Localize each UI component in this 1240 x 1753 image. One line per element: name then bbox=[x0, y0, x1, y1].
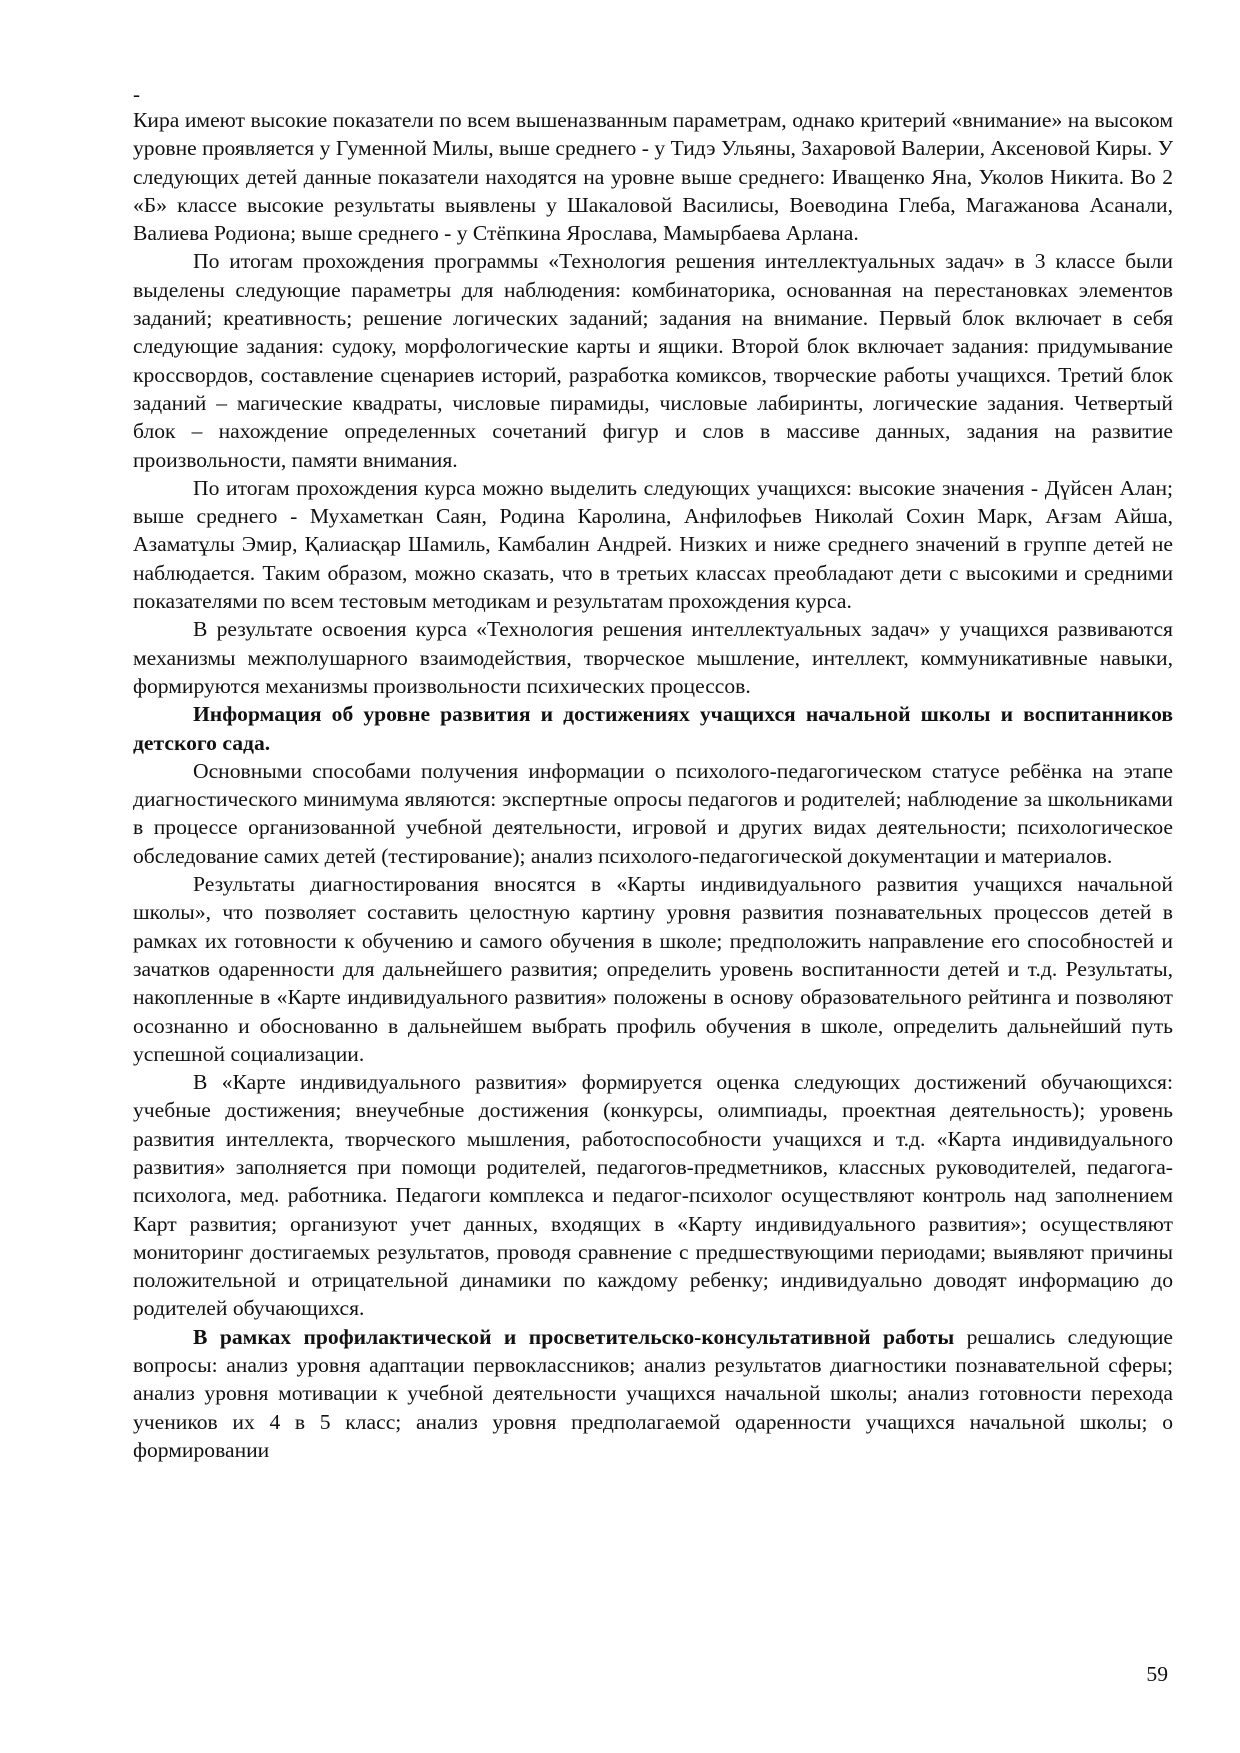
paragraph-4: В результате освоения курса «Технология решения интеллектуальных задач» у учащихся развиваются механизмы межполушарного взаимодействия, творческое мышление, интеллект, коммуникативные навыки, формируются механизмы произвольности психических процессов. bbox=[133, 617, 1173, 698]
paragraph-8 bbox=[133, 1323, 1173, 1464]
document-body bbox=[133, 82, 1173, 1464]
section-heading: Информация об уровне развития и достижениях учащихся начальной школы и воспитанников детского сада. bbox=[133, 702, 1173, 755]
paragraph-1: Кира имеют высокие показатели по всем вышеназванным параметрам, однако критерий «внимание» на высоком уровне проявляется у Гуменной Милы, выше среднего - у Тидэ Ульяны, Захаровой Валерии, Аксеновой Киры. У следующих детей данные показатели находятся на уровне выше среднего: Иващенко Яна, Уколов Никита. Во 2 «Б» классе высокие результаты выявлены у Шакаловой Василисы, Воеводина Глеба, Магажанова Асанали, Валиева Родиона; выше среднего - у Стёпкина Ярослава, Мамырбаева Арлана. bbox=[133, 108, 1173, 246]
page-number: 59 bbox=[1146, 1662, 1168, 1686]
paragraph-8-text: решались следующие вопросы: анализ уровня адаптации первоклассников; анализ результатов диагностики познавательной сферы; анализ уровня мотивации к учебной деятельности учащихся начальной школы; анализ готовности перехода учеников их 4 в 5 класс; анализ уровня предполагаемой одаренности учащихся начальной школы; о формировании bbox=[133, 1324, 1173, 1462]
paragraph-8-lead-bold: В рамках профилактической и просветительско-консультативной работы bbox=[193, 1324, 955, 1349]
paragraph-7: В «Карте индивидуального развития» формируется оценка следующих достижений обучающихся: учебные достижения; внеучебные достижения (конкурсы, олимпиады, проектная деятельность); уровень развития интеллекта, творческого мышления, работоспособности учащихся и т.д. «Карта индивидуального развития» заполняется при помощи родителей, педагогов-предметников, классных руководителей, педагога-психолога, мед. работника. Педагоги комплекса и педагог-психолог осуществляют контроль над заполнением Карт развития; организуют учет данных, входящих в «Карту индивидуального развития»; осуществляют мониторинг достигаемых результатов, проводя сравнение с предшествующими периодами; выявляют причины положительной и отрицательной динамики по каждому ребенку; индивидуально доводят информацию до родителей обучающихся. bbox=[133, 1070, 1173, 1321]
paragraph-3: По итогам прохождения курса можно выделить следующих учащихся: высокие значения - Дүйсен Алан; выше среднего - Мухаметкан Саян, Родина Каролина, Анфилофьев Николай Сохин Марк, Ағзам Айша, Азаматұлы Эмир, Қалиасқар Шамиль, Камбалин Андрей. Низких и ниже среднего значений в группе детей не наблюдается. Таким образом, можно сказать, что в третьих классах преобладают дети с высокими и средними показателями по всем тестовым методикам и результатам прохождения курса. bbox=[133, 475, 1173, 614]
paragraph-6: Результаты диагностирования вносятся в «Карты индивидуального развития учащихся начальной школы», что позволяет составить целостную картину уровня развития познавательных процессов детей в рамках их готовности к обучению и самого обучения в школе; предположить направление его способностей и зачатков одаренности для дальнейшего развития; определить уровень воспитанности детей и т.д. Результаты, накопленные в «Карте индивидуального развития» положены в основу образовательного рейтинга и позволяют осознанно и обоснованно в дальнейшем выбрать профиль обучения в школе, определить дальнейший путь успешной социализации. bbox=[133, 872, 1173, 1066]
paragraph-5: Основными способами получения информации о психолого-педагогическом статусе ребёнка на этапе диагностического минимума являются: экспертные опросы педагогов и родителей; наблюдение за школьниками в процессе организованной учебной деятельности, игровой и других видах деятельности; психологическое обследование самих детей (тестирование); анализ психолого-педагогической документации и материалов. bbox=[133, 758, 1173, 868]
paragraph-2: По итогам прохождения программы «Технология решения интеллектуальных задач» в 3 классе были выделены следующие параметры для наблюдения: комбинаторика, основанная на перестановках элементов заданий; креативность; решение логических заданий; задания на внимание. Первый блок включает в себя следующие задания: судоку, морфологические карты и ящики. Второй блок включает задания: придумывание кроссвордов, составление сценариев историй, разработка комиксов, творческие работы учащихся. Третий блок заданий – магические квадраты, числовые пирамиды, числовые лабиринты, логические задания. Четвертый блок – нахождение определенных сочетаний фигур и слов в массиве данных, задания на развитие произвольности, памяти внимания. bbox=[133, 249, 1173, 472]
leading-dash: - bbox=[133, 82, 140, 106]
